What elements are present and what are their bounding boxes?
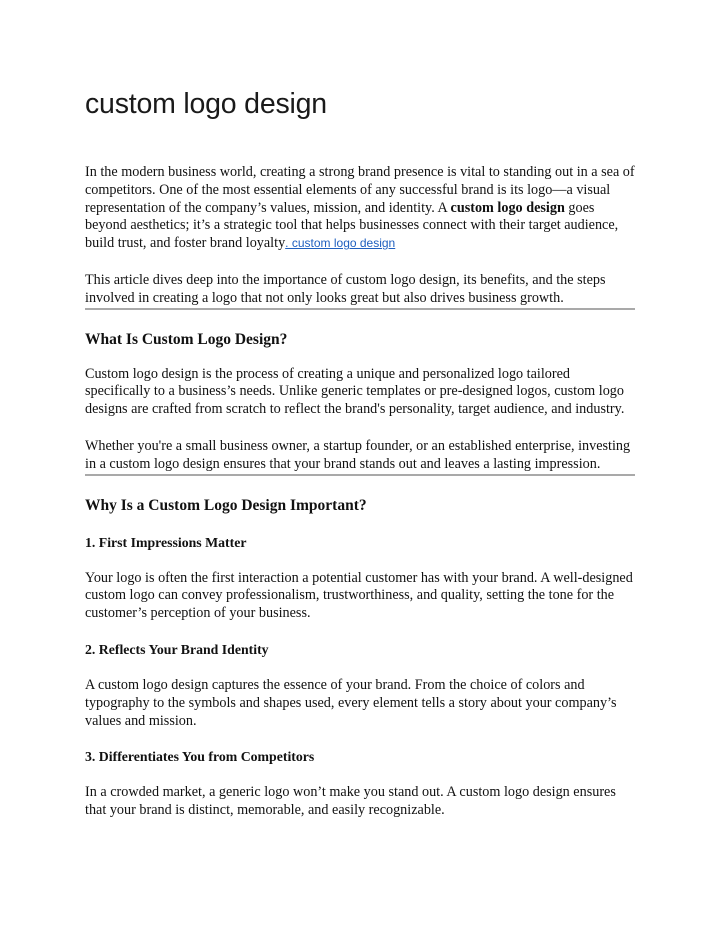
custom-logo-design-link[interactable]: . custom logo design [285, 236, 396, 251]
item-heading-brand-identity: 2. Reflects Your Brand Identity [85, 641, 269, 657]
intro-paragraph [85, 164, 635, 253]
section-heading-what-is: What Is Custom Logo Design? [85, 330, 288, 348]
item-heading-first-impressions: 1. First Impressions Matter [85, 534, 247, 550]
item-text-first-impressions: Your logo is often the first interaction a potential customer has with your brand. A well-designed custom logo can convey professionalism, trustworthiness, and quality, setting the tone for the customer’s perception of your business. [85, 569, 633, 622]
item-text-differentiates: In a crowded market, a generic logo won’t make you stand out. A custom logo design ensures that your brand is distinct, memorable, and easily recognizable. [85, 784, 616, 819]
intro-text-end: goes beyond aesthetics; it’s a strategic tool that helps businesses connect with their target audience, build trust, and foster brand loyalty [85, 199, 619, 252]
intro-bold-keyword: custom logo design [450, 199, 565, 216]
section-divider [85, 308, 635, 310]
section1-paragraph-2: Whether you're a small business owner, a startup founder, or an established enterprise, investing in a custom logo design ensures that your brand stands out and leaves a lasting impression. [85, 437, 631, 472]
document-body [85, 86, 635, 820]
item-text-brand-identity: A custom logo design captures the essence of your brand. From the choice of colors and typography to the symbols and shapes used, every element tells a story about your company’s values and mission. [85, 676, 617, 729]
document-title: custom logo design [85, 88, 327, 120]
section-heading-why-important: Why Is a Custom Logo Design Important? [85, 496, 367, 514]
intro-text-start: In the modern business world, creating a strong brand presence is vital to standing out in a sea of competitors. One of the most essential elements of any successful brand is its logo—a visual representation of the company’s values, mission, and identity. A [85, 164, 635, 216]
section1-paragraph-1: Custom logo design is the process of creating a unique and personalized logo tailored specifically to a business’s needs. Unlike generic templates or pre-designed logos, custom logo designs are crafted from scratch to reflect the brand's personality, target audience, and industry. [85, 365, 625, 418]
section-divider [85, 474, 635, 476]
intro-paragraph-2: This article dives deep into the importance of custom logo design, its benefits, and the steps involved in creating a logo that not only looks great but also drives business growth. [85, 271, 606, 306]
item-heading-differentiates: 3. Differentiates You from Competitors [85, 749, 315, 765]
